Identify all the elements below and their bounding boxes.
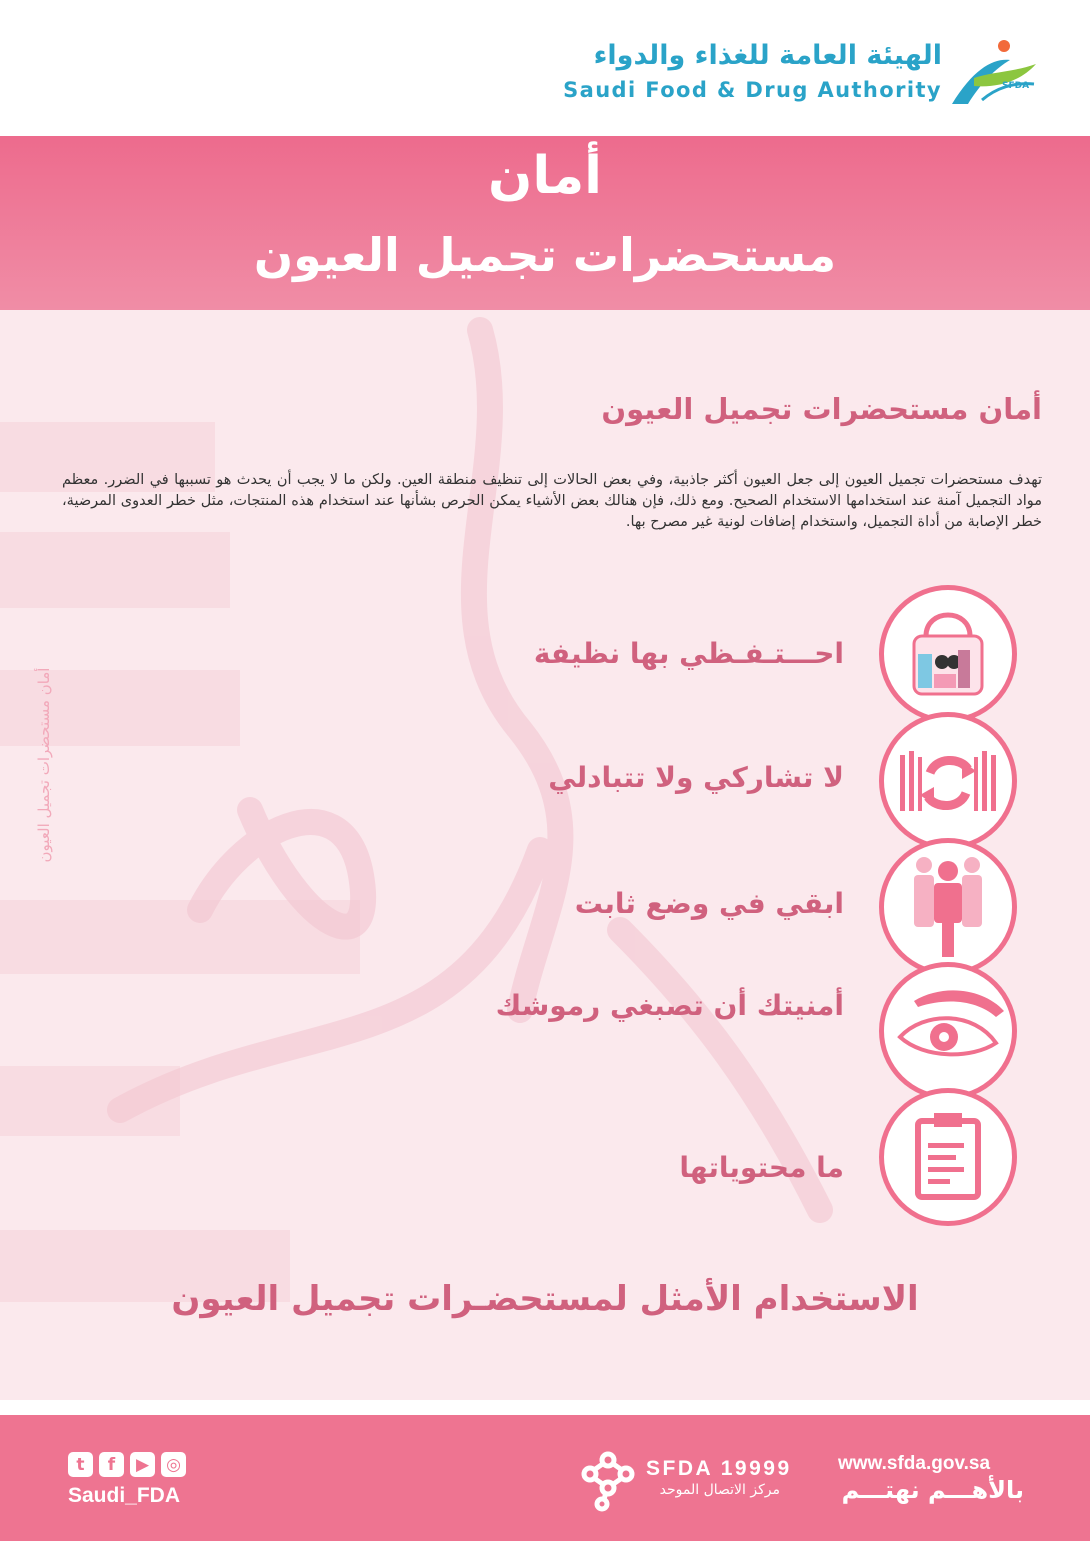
eye-icon bbox=[884, 967, 1012, 1095]
tip-circle-1 bbox=[879, 585, 1017, 723]
closing-line: الاستخدام الأمثل لمستحضـرات تجميل العيون bbox=[171, 1279, 919, 1319]
section-heading: أمان مستحضرات تجميل العيون bbox=[601, 392, 1042, 426]
tip-contents: ما محتوياتها bbox=[679, 1151, 844, 1184]
swap-brushes-icon bbox=[884, 717, 1012, 845]
social-handle[interactable]: Saudi_FDA bbox=[68, 1484, 181, 1507]
side-vertical-label: أمان مستحضرات تجميل العيون bbox=[35, 667, 53, 863]
youtube-icon[interactable]: ▶ bbox=[130, 1452, 155, 1477]
tip-circle-3 bbox=[879, 838, 1017, 976]
tip-dont-share: لا تشاركي ولا تتبادلي bbox=[548, 761, 844, 794]
tip-circle-2 bbox=[879, 712, 1017, 850]
cosmetic-bag-icon bbox=[884, 590, 1012, 718]
facebook-icon[interactable]: f bbox=[99, 1452, 124, 1477]
sfda-logo-icon bbox=[944, 38, 1040, 110]
instagram-icon[interactable]: ◎ bbox=[161, 1452, 186, 1477]
tip-circle-5 bbox=[879, 1088, 1017, 1226]
logo-text: SFDA bbox=[1002, 81, 1030, 91]
tip-stay-still: ابقي في وضع ثابت bbox=[574, 887, 844, 920]
page-title: أمان bbox=[488, 146, 602, 206]
tip-dye-lashes: أمنيتك أن تصبغي رموشك bbox=[495, 989, 844, 1022]
tip-circle-4 bbox=[879, 962, 1017, 1100]
social-links bbox=[68, 1452, 186, 1478]
call-center-label: مركز الاتصال الموحد bbox=[659, 1482, 780, 1498]
call-center-number[interactable]: SFDA 19999 bbox=[646, 1457, 792, 1480]
org-name-arabic: الهيئة العامة للغذاء والدواء bbox=[593, 40, 942, 71]
tip-keep-clean: احـــتـفـظي بها نظيفة bbox=[533, 637, 844, 670]
slogan: بالأهـــم نهتـــم bbox=[841, 1476, 1024, 1504]
intro-paragraph: تهدف مستحضرات تجميل العيون إلى جعل العيون أكثر جاذبية، وفي بعض الحالات إلى تنظيف منطقة العين. ولكن ما لا يجب أن يحدث هو تسببها في الضرر. معظم مواد التجميل آمنة عند استخدامها الاستخدام الصحيح. ومع ذلك، فإن هنالك بعض الأشياء يمكن الحرص بشأنها عند استخدام هذه المنتجات، مثل خطر العدوى المرضية، خطر الإصابة من أداة التجميل، واستخدام إضافات لونية غير مصرح بها. bbox=[62, 472, 1042, 530]
twitter-icon[interactable]: t bbox=[68, 1452, 93, 1477]
call-center-icon bbox=[578, 1450, 640, 1512]
website-link[interactable]: www.sfda.gov.sa bbox=[838, 1453, 991, 1474]
clipboard-icon bbox=[884, 1093, 1012, 1221]
org-name-english: Saudi Food & Drug Authority bbox=[563, 78, 942, 102]
people-icon bbox=[884, 843, 1012, 971]
page-subtitle: مستحضرات تجميل العيون bbox=[253, 228, 837, 282]
